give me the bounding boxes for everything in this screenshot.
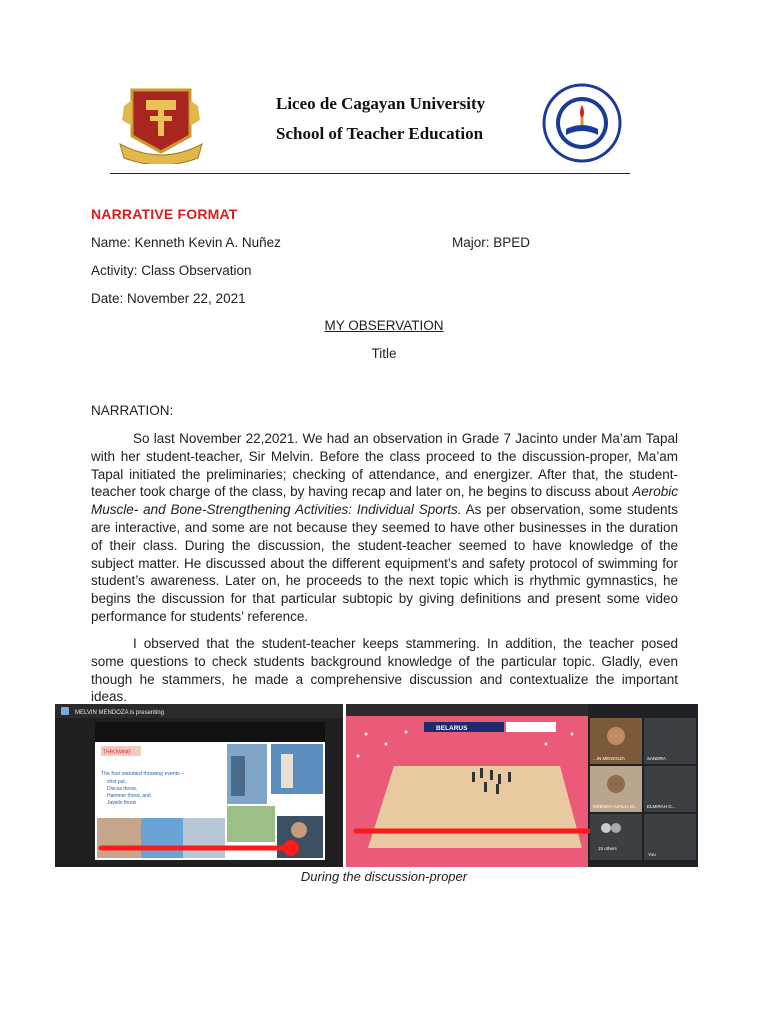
presenter-bar-text: MELVIN MENDOZA is presenting (75, 710, 164, 716)
slide-intro: The four standard throwing events – (101, 771, 185, 777)
self-tile-label: You (648, 852, 656, 857)
slide-event-4: Javelin throw (107, 800, 137, 806)
slide-event-3: Hammer throw, and (107, 793, 151, 799)
slide-event-1: shot put, (107, 779, 127, 785)
narrative-format-heading: NARRATIVE FORMAT (91, 206, 238, 222)
video-call-screenshot (346, 704, 698, 867)
activity-line: Activity: Class Observation (91, 263, 252, 278)
para1-part-a: So last November 22,2021. We had an observation in Grade 7 Jacinto under Ma’am Tapal with her student-teacher, Sir Melvin. Before the class proceed to the discussion-proper, Ma’am Tapal initiated the preliminaries; checking of attendance, and energizer. After that, the student-teacher took charge of the class, by having recap and later on, he begins to discuss about (91, 431, 678, 500)
school-name: School of Teacher Education (276, 124, 484, 143)
student-major: Major: BPED (452, 235, 531, 250)
narration-paragraph-1 (91, 430, 678, 626)
others-count: 15 others (598, 846, 617, 851)
participant-2: SANDRA (647, 756, 666, 761)
header-divider (110, 173, 630, 174)
liceo-crest-logo (118, 86, 204, 164)
image-caption: During the discussion-proper (300, 869, 468, 884)
narration-paragraph-2 (91, 635, 678, 706)
school-of-teacher-education-seal (542, 83, 622, 163)
presentation-screenshot (55, 704, 343, 867)
university-name: Liceo de Cagayan University (276, 94, 486, 113)
para2-text: I observed that the student-teacher keeps stammering. In addition, the teacher posed some questions to check students background knowledge of the particular topic. Gladly, even though he stammers, he made a comprehensive discussion and contextualize the important ideas. (91, 636, 678, 705)
participant-1: ...IN MENDOZA (593, 756, 626, 761)
class-screenshots (55, 704, 698, 867)
slide-event-2: Discus throw, (107, 786, 137, 792)
student-name: Name: Kenneth Kevin A. Nuñez (91, 235, 281, 250)
banner-country: BELARUS (436, 725, 468, 732)
participant-3: GRENCH AZALIA M... (593, 804, 638, 809)
para1-topic-italic: Aerobic Muscle- and Bone-Strengthening Activities: Individual Sports. (91, 484, 678, 518)
slide-tag: THROWING (103, 749, 131, 756)
narration-label: NARRATION: (91, 403, 174, 418)
title-label: Title (371, 346, 397, 361)
date-line: Date: November 22, 2021 (91, 291, 246, 306)
document-header (0, 80, 768, 180)
observation-heading: MY OBSERVATION (324, 318, 444, 333)
participant-4: ELMIRAH G... (647, 804, 676, 809)
para1-part-b: As per observation, some students are interactive, and some are not because they seemed to have other businesses in the duration of their class. During the discussion, the student-teacher seemed to have knowledge of the subject matter. He discussed about the different equipment’s and safety protocol of swimming for student’s awareness. Later on, he proceeds to the next topic which is rhythmic gymnastics, he begins the discussion for that particular subtopic by giving definitions and present some video performance for students’ reference. (91, 502, 678, 624)
